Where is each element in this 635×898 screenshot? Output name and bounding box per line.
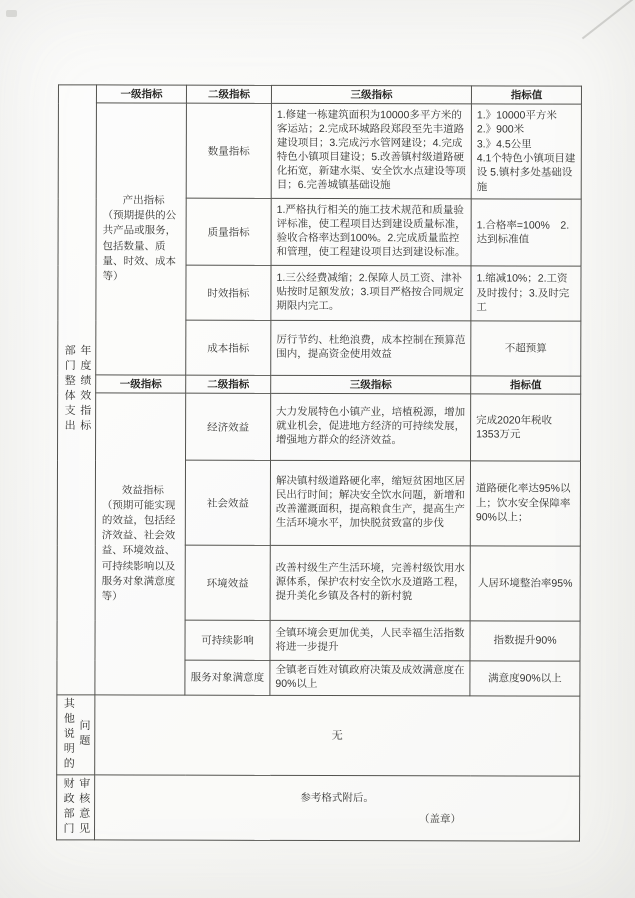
- row-other-notes: [57, 695, 580, 776]
- timeliness-label: 时效指标: [186, 265, 271, 320]
- environment-value: 人居环境整治率95%: [470, 546, 580, 621]
- header-level3: 三级指标: [271, 85, 471, 104]
- header-level1: 一级指标: [96, 85, 186, 103]
- cost-label: 成本指标: [186, 320, 271, 375]
- economic-value: 完成2020年税收1353万元: [471, 394, 581, 461]
- finance-review-label: [59, 777, 92, 837]
- finance-review-content-cell: [95, 775, 580, 841]
- header-level3-repeat: 三级指标: [271, 375, 471, 394]
- satisfaction-value: 满意度90%以上: [470, 661, 580, 696]
- quantity-label: 数量指标: [186, 103, 271, 198]
- social-level3: 解决镇村级道路硬化率，缩短贫困地区居民出行时间；解决安全饮水问题，新增和改善灌溉面积，提高粮食生产，提高生产生活环境水平，加快脱贫致富的步伐: [270, 460, 470, 546]
- timeliness-value: 1.缩减10%；2.工资及时拨付；3.及时完工: [471, 266, 581, 321]
- other-notes-label-col-right: 问题: [77, 719, 90, 750]
- sustainability-label: 可持续影响: [185, 620, 270, 660]
- social-value: 道路硬化率达95%以上；饮水安全保障率90%以上；: [470, 461, 580, 546]
- other-notes-label-col-left: 其他说明的: [62, 697, 75, 773]
- satisfaction-label: 服务对象满意度: [185, 660, 270, 695]
- header-value: 指标值: [471, 86, 581, 104]
- left-title-cell: [57, 85, 97, 695]
- row-quantity: [58, 103, 581, 199]
- scan-streak: [582, 0, 635, 39]
- other-notes-label-cell: [57, 695, 95, 775]
- finance-review-label-cell: [57, 775, 95, 840]
- satisfaction-level3: 全镇老百姓对镇政府决策及成效满意度在90%以上: [270, 660, 470, 695]
- timeliness-level3: 1.三公经费减缩；2.保障人员工资、津补贴按时足额发放；3.项目严格按合同规定期限内完工。: [271, 265, 471, 321]
- left-title-col-right: 年度绩效指标: [78, 344, 91, 435]
- other-notes-label: [59, 697, 92, 772]
- left-title: [60, 345, 93, 435]
- quality-label: 质量指标: [186, 198, 271, 265]
- header-level2: 二级指标: [186, 85, 271, 103]
- sustainability-level3: 全镇环境会更加优美，人民幸福生活指数将进一步提升: [270, 620, 470, 661]
- finance-review-stamp: （盖章）: [419, 813, 462, 826]
- cost-value: 不超预算: [471, 321, 581, 376]
- left-title-col-left: 部门整体支出: [63, 344, 76, 435]
- other-notes-content: 无: [95, 695, 580, 776]
- scan-speck: [6, 10, 17, 17]
- row-economic: [58, 393, 581, 461]
- environment-level3: 改善村级生产生活环境，完善村级饮用水源体系，保护农村安全饮水及道路工程，提升美化乡镇及各村的新村貌: [270, 545, 470, 621]
- finance-review-content: 参考格式附后。: [300, 791, 374, 805]
- quality-value: 1.合格率=100% 2.达到标准值: [471, 199, 581, 266]
- row-finance-review: [57, 775, 580, 841]
- quantity-level3: 1.修建一栋建筑面积为10000多平方米的客运站；2.完成环城路段郑段至先丰道路建设项目；3.完成污水管网建设；4.完成特色小镇项目建设；5.改善镇村级道路硬化拓宽，新建水渠、安全饮水点建设等项目；6.完善城镇基础设施: [271, 103, 471, 199]
- quality-level3: 1.严格执行相关的施工技术规范和质量验评标准，使工程项目达到建设质量标准，验收合格率达到100%。2.完成质量监控和管理，使工程建设项目达到建设标准。: [271, 198, 471, 266]
- header-level1-repeat: 一级指标: [96, 375, 186, 393]
- header-value-repeat: 指标值: [471, 376, 581, 394]
- header-level2-repeat: 二级指标: [186, 375, 271, 393]
- social-label: 社会效益: [185, 460, 270, 545]
- finance-review-label-col-left: 财政部门: [62, 777, 75, 838]
- table-header-row-2: [58, 375, 581, 394]
- economic-level3: 大力发展特色小镇产业，培植税源，增加就业机会，促进地方经济的可持续发展，增强地方群众的经济效益。: [271, 393, 471, 461]
- performance-indicator-table: [56, 84, 582, 841]
- environment-label: 环境效益: [185, 545, 270, 620]
- cost-level3: 厉行节约、杜绝浪费，成本控制在预算范围内，提高资金使用效益: [271, 320, 471, 376]
- table-header-row-1: [58, 85, 581, 104]
- sustainability-value: 指数提升90%: [470, 621, 580, 661]
- economic-label: 经济效益: [186, 393, 271, 460]
- quantity-value: 1.》10000平方米 2.》900米 3.》4.5公里 4.1个特色小镇项目建设 5.镇村多处基础设施: [471, 104, 581, 199]
- output-level1-cell: 产出指标 （预期提供的公共产品或服务，包括数量、质量、时效、成本等）: [96, 103, 187, 375]
- benefit-level1-cell: 效益指标 （预期可能实现的效益，包括经济效益、社会效益、环境效益、可持续影响以及服务对象满意度等）: [95, 393, 186, 695]
- finance-review-label-col-right: 审核意见: [77, 777, 90, 838]
